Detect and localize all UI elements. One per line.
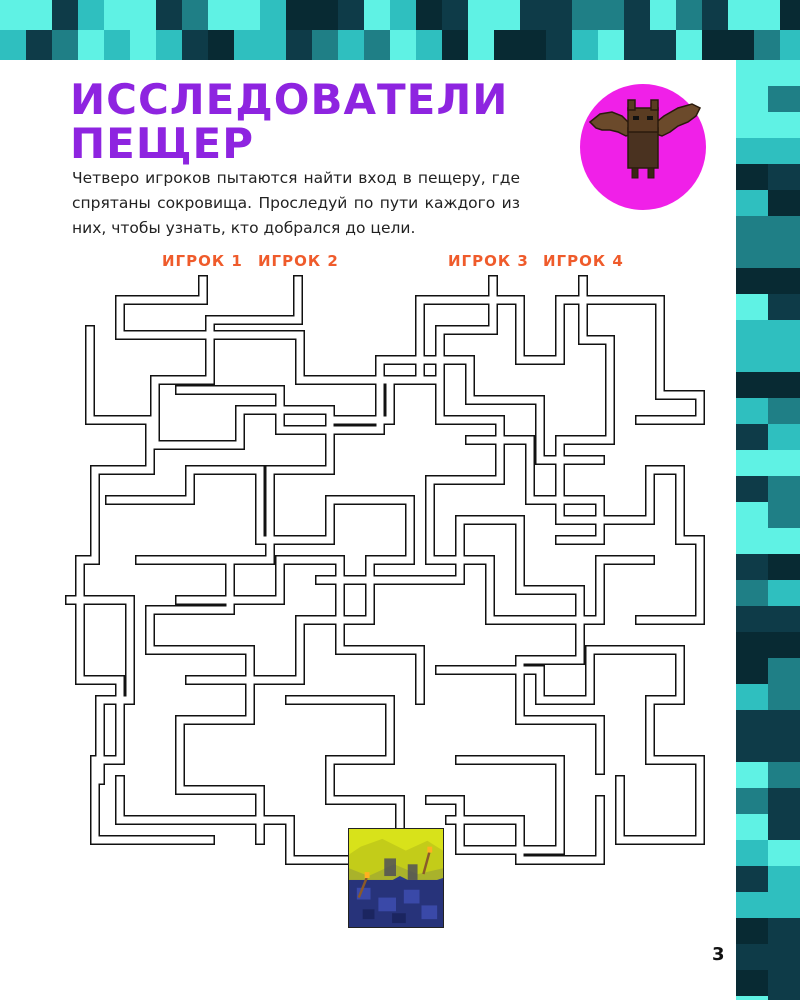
border-tile <box>736 138 768 164</box>
border-tile <box>234 0 260 30</box>
border-tile <box>736 242 768 268</box>
border-tile <box>182 0 208 30</box>
border-tile <box>736 554 768 580</box>
border-tile <box>546 0 572 30</box>
border-tile <box>736 658 768 684</box>
border-tile <box>768 190 800 216</box>
border-tile <box>736 580 768 606</box>
border-tile <box>768 86 800 112</box>
border-tile <box>736 112 768 138</box>
border-tile <box>736 918 768 944</box>
border-tile <box>234 30 260 60</box>
border-tile <box>416 0 442 30</box>
border-tile <box>736 970 768 996</box>
border-tile <box>768 554 800 580</box>
border-tile <box>768 164 800 190</box>
border-tile <box>260 30 286 60</box>
border-tile <box>442 30 468 60</box>
border-tile <box>736 502 768 528</box>
border-tile <box>768 424 800 450</box>
maze-path-channel <box>155 280 330 560</box>
border-tile <box>260 0 286 30</box>
border-tile <box>130 30 156 60</box>
border-tile <box>312 30 338 60</box>
border-tile <box>768 372 800 398</box>
border-tile <box>768 320 800 346</box>
border-tile <box>736 788 768 814</box>
border-tile <box>736 398 768 424</box>
border-tile <box>598 0 624 30</box>
border-tile <box>736 684 768 710</box>
border-tile <box>768 450 800 476</box>
border-tile <box>520 30 546 60</box>
border-tile <box>736 294 768 320</box>
border-tile <box>104 0 130 30</box>
border-tile <box>442 0 468 30</box>
page-title: ИССЛЕДОВАТЕЛИ ПЕЩЕР <box>70 75 509 168</box>
player-2-label: ИГРОК 2 <box>258 252 339 270</box>
border-tile <box>494 30 520 60</box>
maze-path-outline <box>430 760 560 850</box>
border-tile <box>338 0 364 30</box>
border-tile <box>736 86 768 112</box>
border-tile <box>768 866 800 892</box>
border-tile <box>780 0 800 30</box>
border-tile <box>598 30 624 60</box>
border-tile <box>52 30 78 60</box>
border-tile <box>754 30 780 60</box>
border-tile <box>768 398 800 424</box>
border-tile <box>736 216 768 242</box>
border-tile <box>676 0 702 30</box>
border-tile <box>78 30 104 60</box>
border-tile <box>768 476 800 502</box>
border-tile <box>768 658 800 684</box>
border-tile <box>390 0 416 30</box>
player-4-label: ИГРОК 4 <box>543 252 624 270</box>
bat-body <box>628 128 658 168</box>
bat-eye-right <box>647 116 653 120</box>
border-tile <box>736 866 768 892</box>
border-tile <box>728 0 754 30</box>
border-tile <box>736 372 768 398</box>
border-tile <box>736 632 768 658</box>
intro-text: Четверо игроков пытаются найти вход в пещеру, где спрятаны сокровища. Проследуй по пути каждого из них, чтобы узнать, кто добрался до цели. <box>72 169 520 237</box>
border-tile <box>624 30 650 60</box>
bat-icon <box>578 82 708 212</box>
border-tile <box>768 710 800 736</box>
border-tile <box>468 0 494 30</box>
border-tile <box>364 0 390 30</box>
maze-path-channel <box>440 650 700 840</box>
border-tile <box>736 346 768 372</box>
border-tile <box>208 30 234 60</box>
border-tile <box>208 0 234 30</box>
border-tile <box>702 0 728 30</box>
maze-path-outline <box>290 700 400 830</box>
bat-head <box>628 108 658 132</box>
border-tile <box>780 30 800 60</box>
border-tile <box>736 710 768 736</box>
player-3-label: ИГРОК 3 <box>448 252 529 270</box>
top-pixel-border <box>0 0 800 60</box>
border-tile <box>768 944 800 970</box>
border-tile <box>736 424 768 450</box>
border-tile <box>520 0 546 30</box>
border-tile <box>182 30 208 60</box>
page-number: 3 <box>712 944 725 965</box>
border-tile <box>768 996 800 1000</box>
border-tile <box>736 450 768 476</box>
border-tile <box>768 788 800 814</box>
border-tile <box>78 0 104 30</box>
border-tile <box>736 190 768 216</box>
border-tile <box>572 0 598 30</box>
border-tile <box>650 0 676 30</box>
border-tile <box>768 840 800 866</box>
border-tile <box>736 840 768 866</box>
player-1-label: ИГРОК 1 <box>162 252 243 270</box>
border-tile <box>390 30 416 60</box>
border-tile <box>736 736 768 762</box>
maze-path-outline <box>330 380 440 470</box>
border-tile <box>754 0 780 30</box>
border-tile <box>768 60 800 86</box>
border-tile <box>736 268 768 294</box>
border-tile <box>650 30 676 60</box>
border-tile <box>768 528 800 554</box>
border-tile <box>676 30 702 60</box>
border-tile <box>768 112 800 138</box>
border-tile <box>768 762 800 788</box>
border-tile <box>736 996 768 1000</box>
border-tile <box>768 632 800 658</box>
border-tile <box>768 606 800 632</box>
border-tile <box>736 164 768 190</box>
border-tile <box>26 0 52 30</box>
border-tile <box>768 580 800 606</box>
border-tile <box>156 30 182 60</box>
border-tile <box>494 0 520 30</box>
bat-eye-left <box>633 116 639 120</box>
border-tile <box>546 30 572 60</box>
border-tile <box>736 606 768 632</box>
border-tile <box>768 346 800 372</box>
maze-path-outline <box>440 650 700 840</box>
border-tile <box>768 216 800 242</box>
border-tile <box>0 0 26 30</box>
border-tile <box>768 684 800 710</box>
border-tile <box>572 30 598 60</box>
border-tile <box>736 814 768 840</box>
border-tile <box>286 30 312 60</box>
cave-treasure-icon <box>348 828 444 928</box>
border-tile <box>728 30 754 60</box>
border-tile <box>768 242 800 268</box>
border-tile <box>104 30 130 60</box>
border-tile <box>768 814 800 840</box>
border-tile <box>702 30 728 60</box>
border-tile <box>768 736 800 762</box>
border-tile <box>736 944 768 970</box>
border-tile <box>768 294 800 320</box>
border-tile <box>736 60 768 86</box>
border-tile <box>768 918 800 944</box>
maze-path-channel <box>560 280 700 620</box>
border-tile <box>736 476 768 502</box>
border-tile <box>736 892 768 918</box>
border-tile <box>286 0 312 30</box>
border-tile <box>768 268 800 294</box>
border-tile <box>736 762 768 788</box>
border-tile <box>736 320 768 346</box>
border-tile <box>468 30 494 60</box>
border-tile <box>768 502 800 528</box>
border-tile <box>624 0 650 30</box>
border-tile <box>26 30 52 60</box>
border-tile <box>768 138 800 164</box>
border-tile <box>156 0 182 30</box>
border-tile <box>416 30 442 60</box>
side-pixel-border <box>736 60 800 1000</box>
border-tile <box>52 0 78 30</box>
border-tile <box>338 30 364 60</box>
border-tile <box>768 892 800 918</box>
border-tile <box>768 970 800 996</box>
border-tile <box>0 30 26 60</box>
border-tile <box>736 528 768 554</box>
border-tile <box>130 0 156 30</box>
border-tile <box>312 0 338 30</box>
border-tile <box>364 30 390 60</box>
